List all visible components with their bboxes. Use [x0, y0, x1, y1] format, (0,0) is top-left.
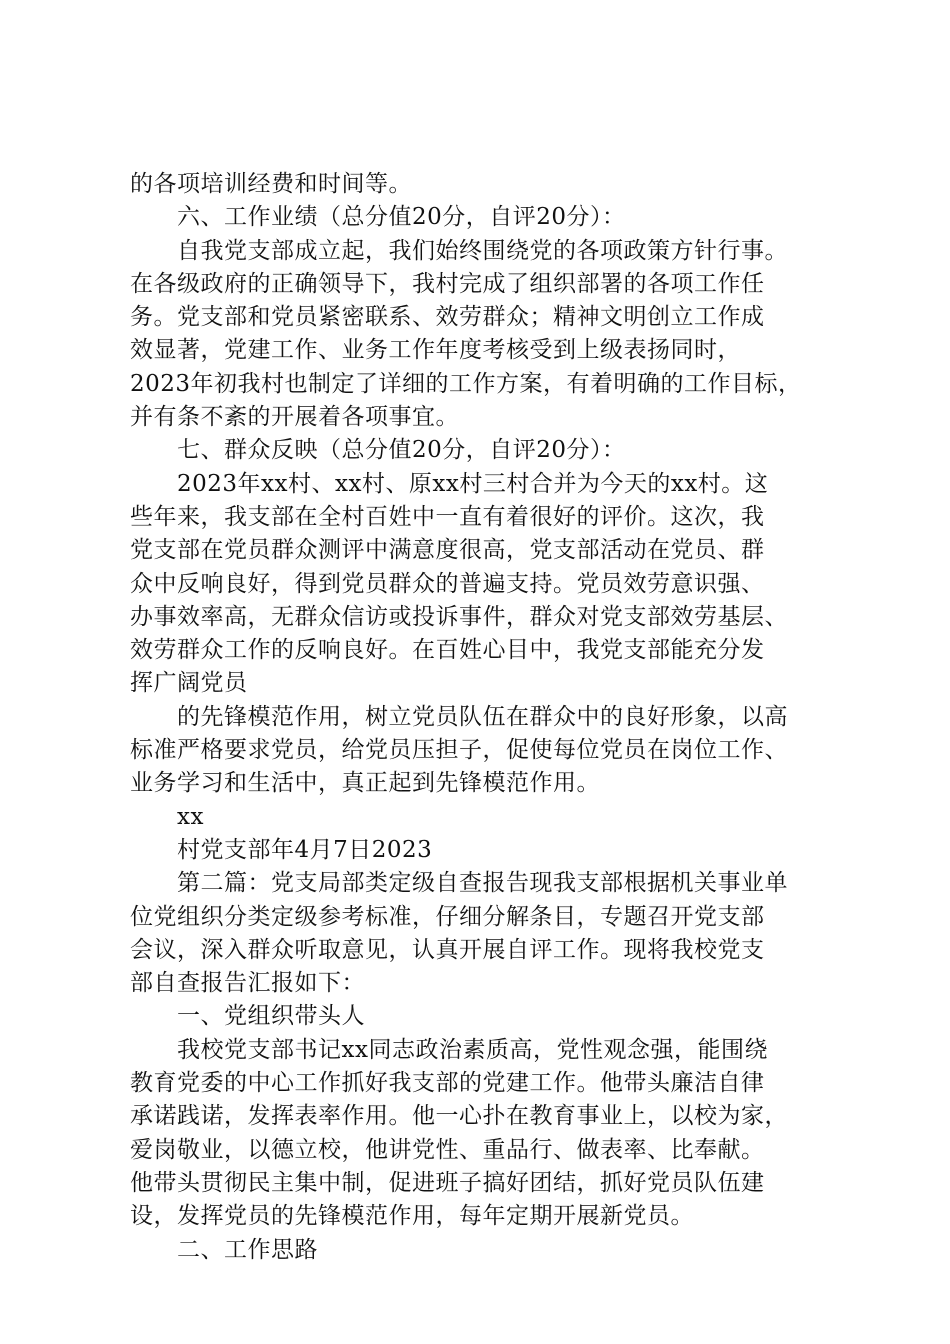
text-line: 教育党委的中心工作抓好我支部的党建工作。他带头廉洁自律 [130, 1070, 765, 1097]
section-heading: 二、工作思路 [177, 1236, 318, 1263]
text-line: 自我党支部成立起，我们始终围绕党的各项政策方针行事。 [177, 237, 788, 264]
text-line: 标准严格要求党员，给党员压担子，促使每位党员在岗位工作、 [130, 737, 788, 764]
text-line: 部自查报告汇报如下： [130, 970, 365, 997]
text-line: 爱岗敬业，以德立校，他讲党性、重品行、做表率、比奉献。 [130, 1136, 765, 1163]
text-line: 的各项培训经费和时间等。 [130, 171, 412, 197]
text-line: 挥广阔党员 [130, 670, 248, 697]
text-line: 他带头贯彻民主集中制，促进班子搞好团结，抓好党员队伍建 [130, 1169, 765, 1196]
date-line: 村党支部年4月7日2023 [177, 836, 433, 863]
text-line: 在各级政府的正确领导下，我村完成了组织部署的各项工作任 [130, 270, 765, 297]
text-line: 承诺践诺，发挥表率作用。他一心扑在教育事业上，以校为家， [130, 1103, 788, 1130]
text-line: 效劳群众工作的反响良好。在百姓心目中，我党支部能充分发 [130, 637, 765, 664]
document-page [130, 168, 830, 1267]
text-line: 2023年初我村也制定了详细的工作方案，有着明确的工作目标， [130, 370, 802, 397]
text-line: 2023年xx村、xx村、原xx村三村合并为今天的xx村。这 [177, 470, 769, 497]
text-line: 并有条不紊的开展着各项事宜。 [130, 404, 459, 431]
text-line: 第二篇：党支局部类定级自查报告现我支部根据机关事业单 [177, 870, 788, 897]
signature-line: xx [177, 803, 204, 830]
text-line: 办事效率高，无群众信访或投诉事件，群众对党支部效劳基层、 [130, 603, 788, 630]
text-line: 的先锋模范作用，树立党员队伍在群众中的良好形象，以高 [177, 703, 788, 730]
text-line: 设，发挥党员的先锋模范作用，每年定期开展新党员。 [130, 1203, 694, 1230]
text-line: 众中反响良好，得到党员群众的普遍支持。党员效劳意识强、 [130, 570, 765, 597]
text-line: 党支部在党员群众测评中满意度很高，党支部活动在党员、群 [130, 537, 765, 564]
text-line: 会议，深入群众听取意见，认真开展自评工作。现将我校党支 [130, 936, 765, 963]
text-line: 些年来，我支部在全村百姓中一直有着很好的评价。这次，我 [130, 503, 765, 530]
text-line: 我校党支部书记xx同志政治素质高，党性观念强，能围绕 [177, 1036, 768, 1063]
text-line: 业务学习和生活中，真正起到先锋模范作用。 [130, 770, 600, 797]
text-line: 位党组织分类定级参考标准，仔细分解条目，专题召开党支部 [130, 903, 765, 930]
text-line: 效显著，党建工作、业务工作年度考核受到上级表扬同时， [130, 337, 741, 364]
text-line: 务。党支部和党员紧密联系、效劳群众；精神文明创立工作成 [130, 304, 765, 331]
section-heading: 六、工作业绩（总分值20分，自评20分）： [177, 204, 626, 231]
section-heading: 七、群众反映（总分值20分，自评20分）： [177, 437, 626, 464]
section-heading: 一、党组织带头人 [177, 1003, 365, 1030]
